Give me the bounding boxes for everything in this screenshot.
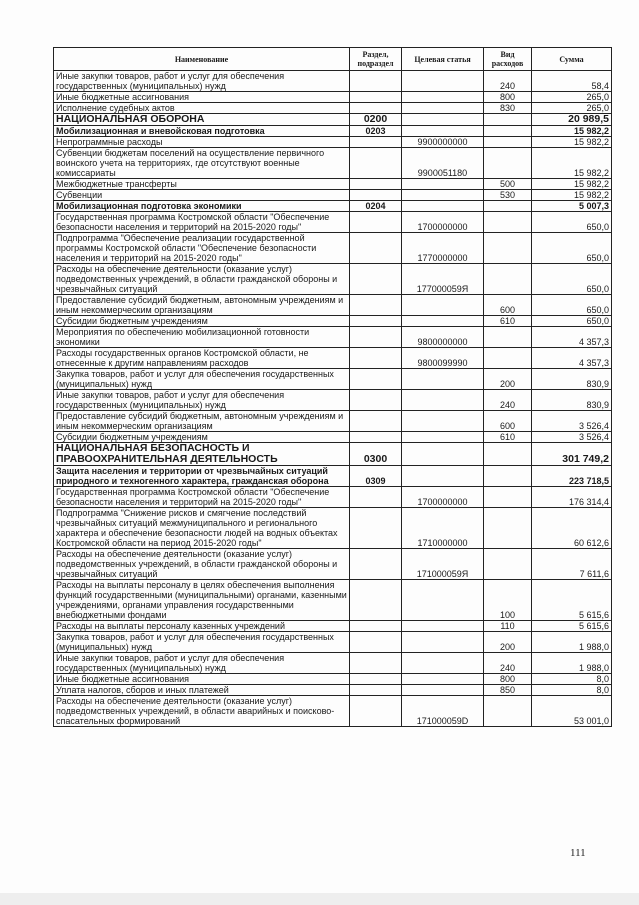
table-row — [54, 432, 612, 443]
cell-target — [402, 580, 484, 621]
cell-target — [402, 295, 484, 316]
cell-target: 9900000000 — [402, 137, 484, 148]
cell-name: НАЦИОНАЛЬНАЯ БЕЗОПАСНОСТЬ И ПРАВООХРАНИТЕЛЬНАЯ ДЕЯТЕЛЬНОСТЬ — [54, 443, 350, 466]
cell-sum: 4 357,3 — [532, 327, 612, 348]
cell-section — [350, 327, 402, 348]
cell-name: Субвенции бюджетам поселений на осуществление первичного воинского учета на территориях, где отсутствуют военные комиссариаты — [54, 148, 350, 179]
cell-sum: 3 526,4 — [532, 432, 612, 443]
cell-sum: 3 526,4 — [532, 411, 612, 432]
cell-section — [350, 103, 402, 114]
cell-kind: 240 — [484, 71, 532, 92]
cell-name: Иные бюджетные ассигнования — [54, 92, 350, 103]
cell-name: Подпрограмма "Снижение рисков и смягчение последствий чрезвычайных ситуаций межмуниципального и регионального характера и обеспечение безопасности людей на водных объектах Костромской области на период 2015-2020 годы" — [54, 508, 350, 549]
cell-kind: 830 — [484, 103, 532, 114]
cell-target — [402, 390, 484, 411]
table-row — [54, 137, 612, 148]
cell-name: Предоставление субсидий бюджетным, автономным учреждениям и иным некоммерческим организациям — [54, 295, 350, 316]
cell-sum: 5 615,6 — [532, 621, 612, 632]
cell-sum: 4 357,3 — [532, 348, 612, 369]
cell-kind — [484, 466, 532, 487]
cell-section — [350, 233, 402, 264]
table-row — [54, 549, 612, 580]
cell-section — [350, 432, 402, 443]
cell-name: Мобилизационная подготовка экономики — [54, 201, 350, 212]
cell-kind — [484, 487, 532, 508]
cell-target: 9900051180 — [402, 148, 484, 179]
cell-kind: 200 — [484, 632, 532, 653]
cell-kind: 240 — [484, 653, 532, 674]
cell-section — [350, 621, 402, 632]
table-row — [54, 126, 612, 137]
cell-sum: 1 988,0 — [532, 653, 612, 674]
table-row — [54, 264, 612, 295]
cell-section — [350, 212, 402, 233]
cell-kind — [484, 114, 532, 126]
cell-name: Расходы государственных органов Костромской области, не отнесенные к другим направлениям расходов — [54, 348, 350, 369]
cell-kind — [484, 212, 532, 233]
table-row — [54, 443, 612, 466]
cell-name: Расходы на выплаты персоналу казенных учреждений — [54, 621, 350, 632]
table-row — [54, 179, 612, 190]
table-row — [54, 92, 612, 103]
cell-target: 177000059Я — [402, 264, 484, 295]
cell-target: 1710000000 — [402, 508, 484, 549]
cell-target — [402, 179, 484, 190]
cell-kind: 800 — [484, 92, 532, 103]
cell-sum: 650,0 — [532, 233, 612, 264]
cell-target: 9800099990 — [402, 348, 484, 369]
cell-kind: 110 — [484, 621, 532, 632]
cell-name: Исполнение судебных актов — [54, 103, 350, 114]
cell-kind: 600 — [484, 411, 532, 432]
table-row — [54, 327, 612, 348]
table-row — [54, 653, 612, 674]
cell-target — [402, 190, 484, 201]
header-name: Наименование — [54, 48, 350, 71]
table-row — [54, 233, 612, 264]
cell-section — [350, 653, 402, 674]
table-row — [54, 508, 612, 549]
page-number: 111 — [570, 847, 586, 859]
cell-kind: 500 — [484, 179, 532, 190]
cell-name: Расходы на выплаты персоналу в целях обеспечения выполнения функций государственными (муниципальными) органами, казенными учреждениями, органами управления государственными внебюджетными фондами — [54, 580, 350, 621]
cell-section — [350, 549, 402, 580]
cell-kind — [484, 348, 532, 369]
cell-kind — [484, 126, 532, 137]
cell-kind: 100 — [484, 580, 532, 621]
table-row — [54, 674, 612, 685]
cell-target — [402, 71, 484, 92]
cell-section: 0203 — [350, 126, 402, 137]
cell-target — [402, 674, 484, 685]
cell-target — [402, 114, 484, 126]
cell-sum: 830,9 — [532, 369, 612, 390]
cell-section — [350, 148, 402, 179]
cell-target — [402, 92, 484, 103]
cell-section — [350, 264, 402, 295]
cell-section — [350, 92, 402, 103]
table-row — [54, 696, 612, 727]
cell-target: 1700000000 — [402, 487, 484, 508]
cell-sum: 58,4 — [532, 71, 612, 92]
cell-name: Иные закупки товаров, работ и услуг для обеспечения государственных (муниципальных) нужд — [54, 390, 350, 411]
table-row — [54, 348, 612, 369]
cell-sum: 265,0 — [532, 103, 612, 114]
header-sum: Сумма — [532, 48, 612, 71]
cell-target — [402, 126, 484, 137]
cell-kind: 610 — [484, 316, 532, 327]
cell-name: Субсидии бюджетным учреждениям — [54, 316, 350, 327]
table-row — [54, 148, 612, 179]
cell-section — [350, 71, 402, 92]
cell-sum: 301 749,2 — [532, 443, 612, 466]
cell-target — [402, 621, 484, 632]
cell-kind — [484, 696, 532, 727]
cell-target — [402, 103, 484, 114]
cell-name: Закупка товаров, работ и услуг для обеспечения государственных (муниципальных) нужд — [54, 632, 350, 653]
cell-section — [350, 369, 402, 390]
cell-section: 0204 — [350, 201, 402, 212]
table-row — [54, 295, 612, 316]
cell-sum: 830,9 — [532, 390, 612, 411]
table-row — [54, 190, 612, 201]
cell-sum: 20 989,5 — [532, 114, 612, 126]
header-target: Целевая статья — [402, 48, 484, 71]
cell-kind — [484, 443, 532, 466]
cell-kind: 800 — [484, 674, 532, 685]
cell-name: Закупка товаров, работ и услуг для обеспечения государственных (муниципальных) нужд — [54, 369, 350, 390]
budget-table — [53, 47, 612, 727]
cell-section: 0300 — [350, 443, 402, 466]
cell-sum: 8,0 — [532, 674, 612, 685]
cell-sum: 7 611,6 — [532, 549, 612, 580]
cell-section: 0200 — [350, 114, 402, 126]
cell-section — [350, 580, 402, 621]
cell-kind — [484, 264, 532, 295]
cell-section — [350, 487, 402, 508]
cell-name: Уплата налогов, сборов и иных платежей — [54, 685, 350, 696]
cell-kind: 600 — [484, 295, 532, 316]
cell-section — [350, 508, 402, 549]
cell-section — [350, 348, 402, 369]
cell-sum: 15 982,2 — [532, 137, 612, 148]
table-row — [54, 466, 612, 487]
cell-sum: 15 982,2 — [532, 148, 612, 179]
cell-sum: 223 718,5 — [532, 466, 612, 487]
cell-kind — [484, 137, 532, 148]
cell-target — [402, 653, 484, 674]
cell-target — [402, 632, 484, 653]
cell-sum: 650,0 — [532, 316, 612, 327]
table-row — [54, 632, 612, 653]
cell-name: Расходы на обеспечение деятельности (оказание услуг) подведомственных учреждений, в области гражданской обороны и чрезвычайных ситуаций — [54, 549, 350, 580]
cell-section — [350, 316, 402, 327]
table-row — [54, 621, 612, 632]
table-row — [54, 316, 612, 327]
cell-name: Расходы на обеспечение деятельности (оказание услуг) подведомственных учреждений, в области аварийных и поисково-спасательных формирований — [54, 696, 350, 727]
cell-kind — [484, 233, 532, 264]
cell-target — [402, 411, 484, 432]
cell-sum: 5 007,3 — [532, 201, 612, 212]
cell-sum: 265,0 — [532, 92, 612, 103]
cell-section — [350, 411, 402, 432]
cell-kind — [484, 201, 532, 212]
cell-name: Мобилизационная и вневойсковая подготовка — [54, 126, 350, 137]
cell-sum: 53 001,0 — [532, 696, 612, 727]
cell-name: Подпрограмма "Обеспечение реализации государственной программы Костромской области "Обеспечение безопасности населения и территорий на 2015-2020 годы" — [54, 233, 350, 264]
cell-section — [350, 696, 402, 727]
cell-name: Иные закупки товаров, работ и услуг для обеспечения государственных (муниципальных) нужд — [54, 653, 350, 674]
cell-sum: 650,0 — [532, 264, 612, 295]
cell-sum: 5 615,6 — [532, 580, 612, 621]
cell-name: Государственная программа Костромской области "Обеспечение безопасности населения и территорий на 2015-2020 годы" — [54, 487, 350, 508]
table-row — [54, 114, 612, 126]
cell-target — [402, 316, 484, 327]
cell-sum: 1 988,0 — [532, 632, 612, 653]
cell-name: Предоставление субсидий бюджетным, автономным учреждениям и иным некоммерческим организациям — [54, 411, 350, 432]
cell-name: Мероприятия по обеспечению мобилизационной готовности экономики — [54, 327, 350, 348]
cell-target — [402, 432, 484, 443]
table-row — [54, 103, 612, 114]
table-row — [54, 580, 612, 621]
cell-sum: 650,0 — [532, 212, 612, 233]
cell-section — [350, 632, 402, 653]
cell-target: 171000059Я — [402, 549, 484, 580]
cell-section — [350, 295, 402, 316]
cell-kind: 850 — [484, 685, 532, 696]
cell-target: 1770000000 — [402, 233, 484, 264]
cell-section — [350, 179, 402, 190]
cell-sum: 15 982,2 — [532, 126, 612, 137]
cell-sum: 15 982,2 — [532, 190, 612, 201]
cell-kind: 530 — [484, 190, 532, 201]
cell-kind — [484, 508, 532, 549]
cell-kind — [484, 327, 532, 348]
cell-name: Иные бюджетные ассигнования — [54, 674, 350, 685]
cell-section: 0309 — [350, 466, 402, 487]
table-row — [54, 369, 612, 390]
cell-kind: 610 — [484, 432, 532, 443]
header-kind: Вид расходов — [484, 48, 532, 71]
cell-section — [350, 390, 402, 411]
cell-section — [350, 190, 402, 201]
table-row — [54, 487, 612, 508]
cell-name: Защита населения и территории от чрезвычайных ситуаций природного и техногенного характера, гражданская оборона — [54, 466, 350, 487]
cell-sum: 8,0 — [532, 685, 612, 696]
cell-target — [402, 201, 484, 212]
cell-sum: 60 612,6 — [532, 508, 612, 549]
cell-kind — [484, 148, 532, 179]
cell-target: 9800000000 — [402, 327, 484, 348]
scan-bottom-edge — [0, 893, 639, 905]
cell-name: Государственная программа Костромской области "Обеспечение безопасности населения и территорий на 2015-2020 годы" — [54, 212, 350, 233]
cell-sum: 176 314,4 — [532, 487, 612, 508]
cell-section — [350, 137, 402, 148]
cell-name: Расходы на обеспечение деятельности (оказание услуг) подведомственных учреждений, в области гражданской обороны и чрезвычайных ситуаций — [54, 264, 350, 295]
cell-target — [402, 466, 484, 487]
cell-target — [402, 685, 484, 696]
cell-kind: 240 — [484, 390, 532, 411]
table-row — [54, 685, 612, 696]
cell-name: Непрограммные расходы — [54, 137, 350, 148]
cell-name: Иные закупки товаров, работ и услуг для обеспечения государственных (муниципальных) нужд — [54, 71, 350, 92]
cell-name: Субсидии бюджетным учреждениям — [54, 432, 350, 443]
table-row — [54, 71, 612, 92]
cell-target: 1700000000 — [402, 212, 484, 233]
cell-target: 171000059D — [402, 696, 484, 727]
cell-kind: 200 — [484, 369, 532, 390]
table-row — [54, 212, 612, 233]
cell-section — [350, 685, 402, 696]
cell-sum: 650,0 — [532, 295, 612, 316]
cell-kind — [484, 549, 532, 580]
cell-section — [350, 674, 402, 685]
cell-name: Субвенции — [54, 190, 350, 201]
cell-sum: 15 982,2 — [532, 179, 612, 190]
header-section: Раздел, подраздел — [350, 48, 402, 71]
cell-target — [402, 443, 484, 466]
table-row — [54, 201, 612, 212]
table-row — [54, 390, 612, 411]
cell-target — [402, 369, 484, 390]
table-row — [54, 411, 612, 432]
cell-name: НАЦИОНАЛЬНАЯ ОБОРОНА — [54, 114, 350, 126]
cell-name: Межбюджетные трансферты — [54, 179, 350, 190]
table-header-row — [54, 48, 612, 71]
